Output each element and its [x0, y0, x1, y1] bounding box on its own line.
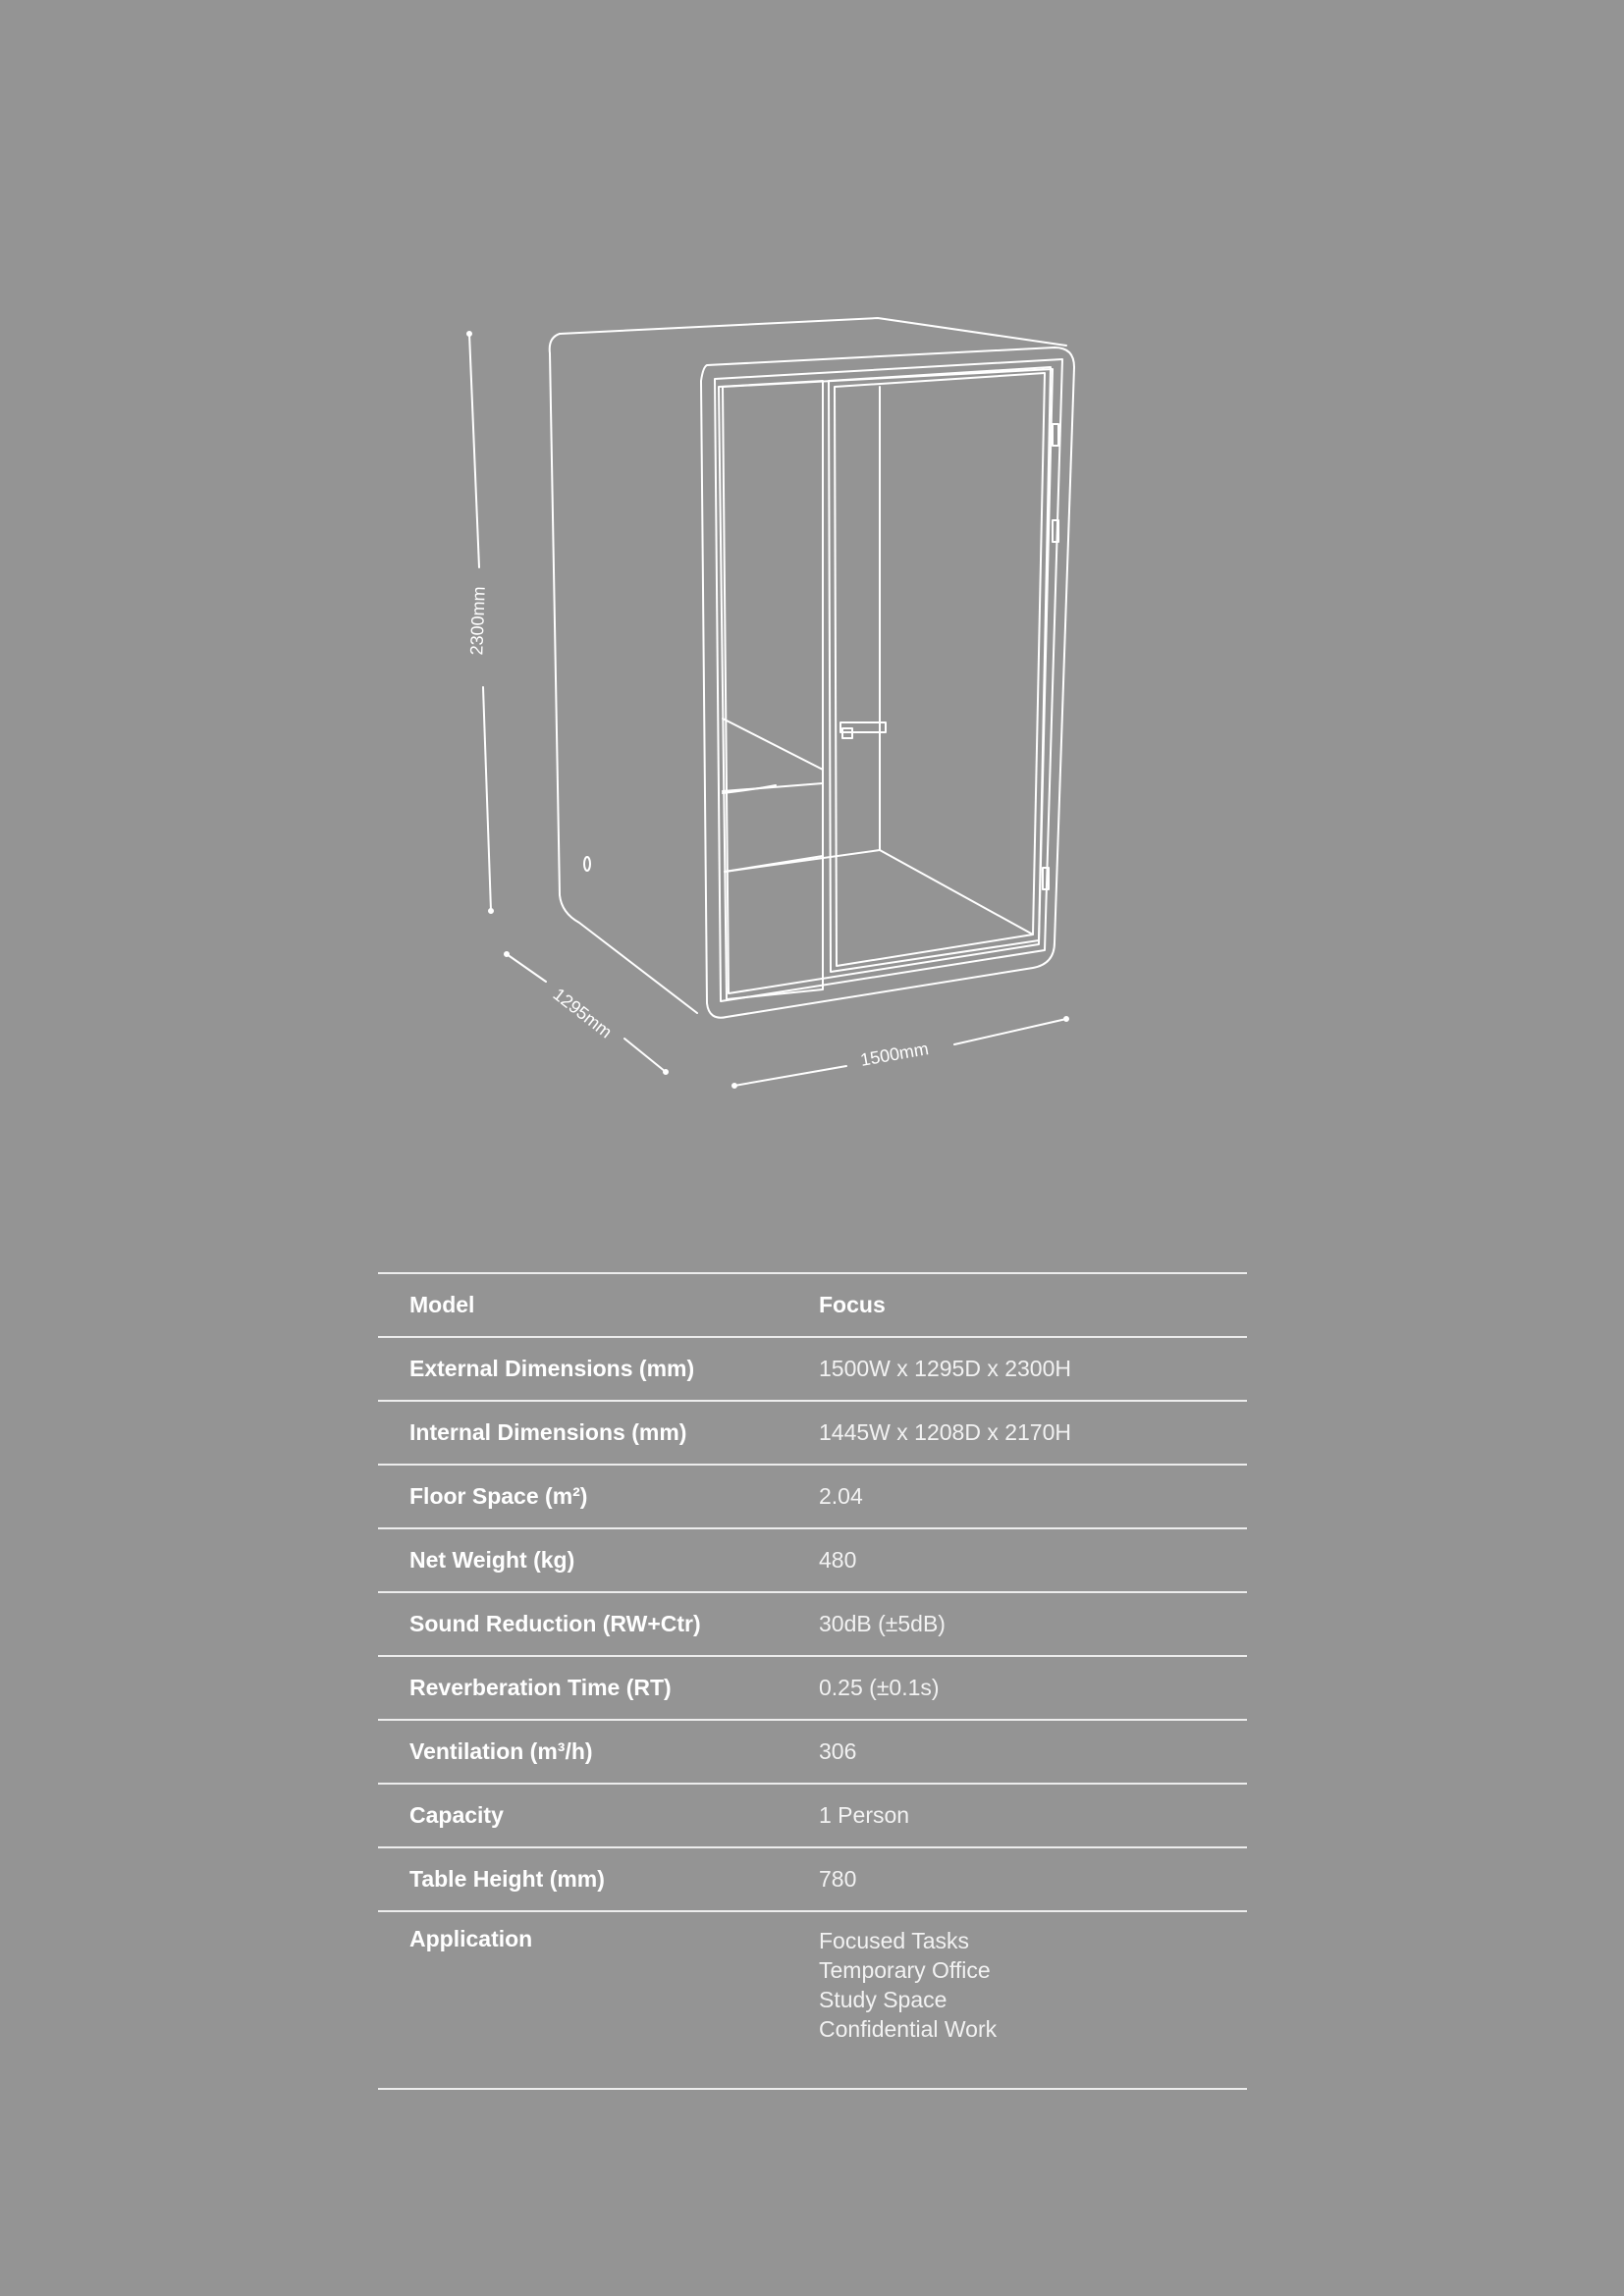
depth-dimension-label: 1295mm — [549, 984, 617, 1042]
spec-value: 1445W x 1208D x 2170H — [819, 1419, 1071, 1445]
spec-label: Sound Reduction (RW+Ctr) — [409, 1611, 701, 1636]
pod-left-glass — [719, 381, 823, 999]
spec-row-reverberation-time — [378, 1655, 1247, 1719]
spec-value: 1 Person — [819, 1802, 910, 1828]
spec-label: Floor Space (m²) — [409, 1483, 588, 1509]
spec-label: Model — [409, 1292, 475, 1317]
pod-desk — [723, 719, 823, 791]
pod-front-frame-inner — [715, 359, 1062, 1001]
spec-label: External Dimensions (mm) — [409, 1356, 695, 1381]
depth-dimension-line-left — [507, 954, 546, 982]
pod-front-frame-inner2 — [723, 369, 1053, 993]
spec-row-internal-dimensions — [378, 1400, 1247, 1464]
width-dimension-line-left — [734, 1066, 846, 1086]
spec-value: Focus — [819, 1292, 886, 1317]
pod-top-edge — [560, 318, 1066, 346]
spec-value: 480 — [819, 1547, 857, 1573]
spec-row-capacity — [378, 1783, 1247, 1846]
spec-row-ventilation — [378, 1719, 1247, 1783]
application-item: Study Space — [819, 1987, 947, 2012]
spec-value: 0.25 (±0.1s) — [819, 1675, 940, 1700]
spec-label: Internal Dimensions (mm) — [409, 1419, 687, 1445]
pod-front-frame-outer — [701, 347, 1074, 1018]
pod-bench — [725, 856, 823, 872]
spec-row-application — [378, 1910, 1247, 2090]
spec-label: Net Weight (kg) — [409, 1547, 575, 1573]
depth-dimension-line-right — [624, 1039, 666, 1072]
pod-desk-edge — [723, 785, 776, 793]
spec-value: 1500W x 1295D x 2300H — [819, 1356, 1071, 1381]
pod-interior-back — [880, 387, 1033, 934]
spec-row-sound-reduction — [378, 1591, 1247, 1655]
spec-table — [378, 1272, 1247, 2090]
application-item: Confidential Work — [819, 2016, 998, 2042]
spec-label: Application — [409, 1926, 533, 1951]
spec-value: 780 — [819, 1866, 857, 1892]
height-dimension-label: 2300mm — [466, 586, 489, 656]
spec-row-net-weight — [378, 1527, 1247, 1591]
pod-hinge-mid — [1053, 520, 1058, 542]
spec-value: 30dB (±5dB) — [819, 1611, 946, 1636]
application-item: Temporary Office — [819, 1957, 991, 1983]
spec-value: 306 — [819, 1738, 857, 1764]
height-dimension-line-top — [469, 334, 479, 567]
pod-door-outer — [829, 367, 1051, 972]
spec-value: 2.04 — [819, 1483, 863, 1509]
spec-row-table-height — [378, 1846, 1247, 1910]
spec-label: Reverberation Time (RT) — [409, 1675, 672, 1700]
spec-label: Table Height (mm) — [409, 1866, 605, 1892]
application-list — [819, 1926, 1247, 2044]
spec-label: Capacity — [409, 1802, 504, 1828]
pod-hinge-top — [1053, 424, 1058, 446]
spec-row-external-dimensions — [378, 1336, 1247, 1400]
pod-door-inner — [835, 373, 1045, 966]
pod-side-switch — [584, 857, 590, 871]
height-dimension-line-bottom — [483, 687, 491, 911]
application-item: Focused Tasks — [819, 1928, 969, 1953]
width-dimension-label: 1500mm — [858, 1039, 931, 1070]
pod-left-side — [550, 334, 697, 1013]
spec-row-floor-space — [378, 1464, 1247, 1527]
width-dimension-line-right — [954, 1019, 1066, 1044]
spec-label: Ventilation (m³/h) — [409, 1738, 593, 1764]
spec-row-model — [378, 1272, 1247, 1336]
